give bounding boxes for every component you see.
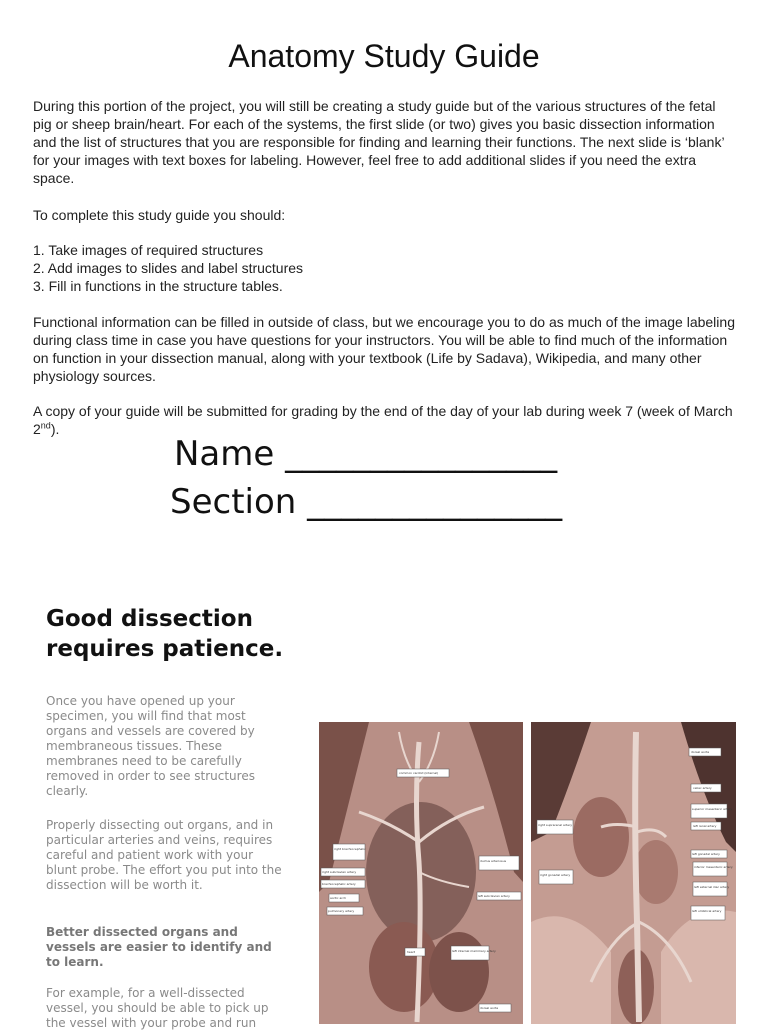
image-label: right subclavian artery — [322, 870, 357, 874]
image-label: right gonadal artery — [540, 873, 571, 877]
image-label: heart — [407, 950, 415, 954]
submission-paragraph — [33, 402, 738, 438]
submission-text — [33, 402, 738, 438]
list-item: 1. Take images of required structures — [33, 242, 264, 258]
functional-text: Functional information can be filled in outside of class, but we encourage you to do as much of the image labeling during class time in case you have questions for your instructors. You will be able to find much of the information on function in your dissection manual, along with your textbook (Life by Sadava), Wikipedia, and many other physiology sources. — [33, 314, 735, 384]
list-item: 2. Add images to slides and label structures — [33, 260, 304, 276]
sidebar-paragraph: For example, for a well-dissected vessel, you should be able to pick up the vessel with your probe and run — [46, 986, 269, 1030]
submission-text-end: ). — [50, 421, 60, 437]
thoracic-dissection-photo — [319, 722, 523, 1024]
image-label: ductus arteriosus — [480, 859, 507, 863]
thoracic-dissection-image — [319, 722, 523, 1024]
image-label: celiac artery — [693, 786, 712, 790]
abdominal-dissection-image — [531, 722, 736, 1024]
image-label: right suprarenal artery — [538, 823, 573, 827]
list-item: 3. Fill in functions in the structure tables. — [33, 278, 283, 294]
image-label: inferior mesenteric artery — [694, 865, 733, 869]
image-label: pulmonary artery — [328, 909, 355, 913]
ordinal-suffix: nd — [40, 420, 51, 431]
image-label: left gonadal artery — [692, 852, 720, 856]
todo-intro-text: To complete this study guide you should: — [33, 207, 286, 223]
image-label: dorsal aorta — [480, 1006, 499, 1010]
sidebar-paragraph: Once you have opened up your specimen, you will find that most organs and vessels are covered by membraneous tissues. These membranes need to be carefully removed in order to see structures clearly. — [46, 694, 255, 798]
image-label: aortic arch — [330, 896, 347, 900]
intro-paragraph — [33, 97, 738, 187]
image-label: left renal artery — [693, 824, 717, 828]
sidebar-paragraph: Better dissected organs and vessels are easier to identify and to learn. — [46, 925, 272, 969]
section-field[interactable]: Section _______________ — [170, 482, 563, 522]
intro-text: During this portion of the project, you will still be creating a study guide but of the various structures of the fetal pig or sheep brain/heart. For each of the systems, the first slide (or two) gives you basic dissection information and the list of structures that you are responsible for finding and learning their functions. The next slide is ‘blank’ for your images with text boxes for labeling. However, feel free to add additional slides if you need the extra space. — [33, 98, 725, 186]
image-label: common carotid (internal) — [399, 771, 439, 775]
image-label: left internal mammary artery — [452, 949, 496, 953]
name-field[interactable]: Name ________________ — [174, 434, 558, 474]
abdominal-dissection-photo — [531, 722, 736, 1024]
image-label: brachiocephalic artery — [322, 882, 356, 886]
image-label: dorsal aorta — [691, 750, 710, 754]
submission-text-main: A copy of your guide will be submitted for grading by the end of the day of your lab during week 7 (week of March 2 — [33, 403, 733, 437]
image-label: left umbilical artery — [692, 909, 722, 913]
image-label: superior mesenteric artery — [692, 807, 733, 811]
image-label: right brachiocephalic — [334, 847, 366, 851]
page-title: Anatomy Study Guide — [228, 38, 540, 74]
sidebar-paragraph: Properly dissecting out organs, and in particular arteries and veins, requires careful and patient work with your blunt probe. The effort you put into the dissection will be worth it. — [46, 818, 282, 892]
image-label: left subclavian artery — [478, 894, 510, 898]
sidebar-heading: Good dissection requires patience. — [46, 606, 284, 662]
steps-list — [33, 241, 738, 295]
image-label: left external iliac artery — [694, 885, 730, 889]
functional-paragraph — [33, 313, 738, 385]
todo-intro — [33, 206, 738, 224]
